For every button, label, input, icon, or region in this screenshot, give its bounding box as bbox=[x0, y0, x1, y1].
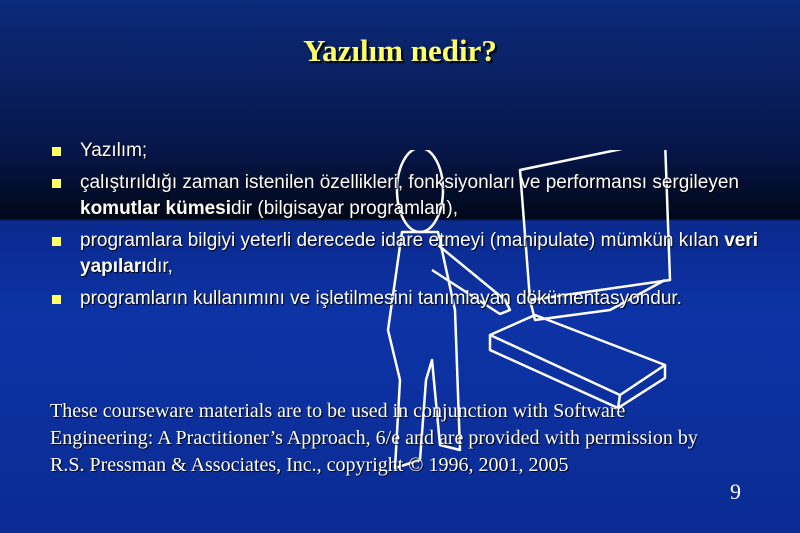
computer-keyboard bbox=[490, 315, 665, 395]
square-bullet-icon bbox=[52, 179, 61, 188]
square-bullet-icon bbox=[52, 147, 61, 156]
copyright-footer: These courseware materials are to be used in conjunction with Software Engineering: A Practitioner’s Approach, 6/e and are provided with permission by R.S. Pressman & Associates, Inc., copyright © 1996, 2001, 2005 bbox=[50, 400, 698, 476]
bullet-list bbox=[50, 138, 760, 318]
bullet-item: programlara bilgiyi yeterli derecede idare etmeyi (manipulate) mümkün kılan veri yapılarıdır, bbox=[50, 228, 760, 280]
page-number: 9 bbox=[730, 479, 741, 504]
bold-term: komutlar kümesi bbox=[80, 198, 231, 219]
bullet-item: programların kullanımını ve işletilmesini tanımlayan dökümentasyondur. bbox=[50, 286, 760, 312]
slide-title: Yazılım nedir? bbox=[303, 33, 497, 68]
square-bullet-icon bbox=[52, 237, 61, 246]
bullet-item: Yazılım; bbox=[50, 138, 760, 164]
bold-term: veri yapıları bbox=[80, 230, 758, 277]
square-bullet-icon bbox=[52, 295, 61, 304]
bullet-item: çalıştırıldığı zaman istenilen özellikleri, fonksiyonları ve performansı sergileyen komutlar kümesidir (bilgisayar programları), bbox=[50, 170, 760, 222]
